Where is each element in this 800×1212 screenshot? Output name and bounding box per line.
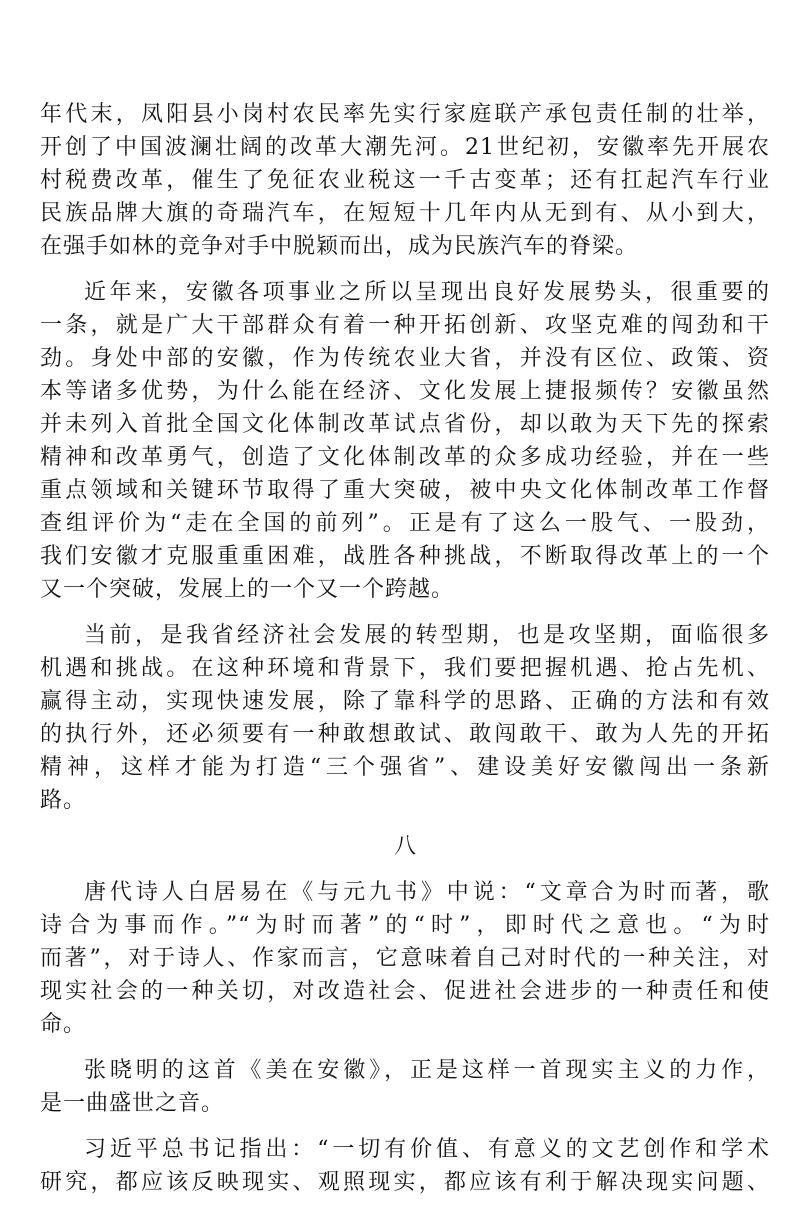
document-page [40, 98, 770, 1212]
text-line: 习近平总书记指出：“一切有价值、有意义的文艺创作和学术 [84, 1137, 770, 1162]
text-line: 民族品牌大旗的奇瑞汽车，在短短十几年内从无到有、从小到大， [40, 201, 770, 226]
text-line: 当前，是我省经济社会发展的转型期，也是攻坚期，面临很多 [84, 623, 770, 648]
text-line: 而著”，对于诗人、作家而言，它意味着自己对时代的一种关注，对 [40, 946, 770, 971]
text-line: 又一个突破，发展上的一个又一个跨越。 [40, 577, 455, 602]
text-line: 在强手如林的竞争对手中脱颖而出，成为民族汽车的脊梁。 [40, 234, 639, 259]
paragraph-3 [40, 619, 770, 817]
text-line: 唐代诗人白居易在《与元九书》中说：“文章合为时而著，歌 [84, 880, 770, 905]
text-line: 机遇和挑战。在这种环境和背景下，我们要把握机遇、抢占先机、 [40, 656, 770, 681]
text-line: 一条，就是广大干部群众有着一种开拓创新、攻坚克难的闯劲和干 [40, 313, 770, 338]
text-line: 村税费改革，催生了免征农业税这一千古变革；还有扛起汽车行业 [40, 168, 770, 193]
text-line: 赢得主动，实现快速发展，除了靠科学的思路、正确的方法和有效 [40, 689, 770, 714]
text-line: 年代末，凤阳县小岗村农民率先实行家庭联产承包责任制的壮举， [40, 102, 770, 127]
paragraph-2 [40, 276, 770, 606]
paragraph-1 [40, 98, 770, 263]
text-line: 精神，这样才能为打造“三个强省”、建设美好安徽闯出一条新 [40, 755, 770, 780]
text-line: 的执行外，还必须要有一种敢想敢试、敢闯敢干、敢为人先的开拓 [40, 722, 770, 747]
text-line: 开创了中国波澜壮阔的改革大潮先河。21世纪初，安徽率先开展农 [40, 135, 770, 160]
text-line: 我们安徽才克服重重困难，战胜各种挑战，不断取得改革上的一个 [40, 544, 770, 569]
text-line: 并未列入首批全国文化体制改革试点省份，却以敢为天下先的探索 [40, 412, 770, 437]
text-line: 现实社会的一种关切，对改造社会、促进社会进步的一种责任和使 [40, 979, 770, 1004]
text-line: 张晓明的这首《美在安徽》，正是这样一首现实主义的力作， [84, 1058, 770, 1083]
text-line: 本等诸多优势，为什么能在经济、文化发展上捷报频传？安徽虽然 [40, 379, 770, 404]
text-line: 诗合为事而作。”“为时而著”的“时”，即时代之意也。“为时 [40, 913, 770, 938]
text-line: 重点领域和关键环节取得了重大突破，被中央文化体制改革工作督 [40, 478, 770, 503]
text-line: 研究，都应该反映现实、观照现实，都应该有利于解决现实问题、 [40, 1170, 770, 1195]
paragraph-4 [40, 876, 770, 1041]
text-line: 劲。身处中部的安徽，作为传统农业大省，并没有区位、政策、资 [40, 346, 770, 371]
section-heading: 八 [393, 834, 416, 859]
text-line: 路。 [40, 788, 87, 813]
paragraph-6 [40, 1133, 770, 1199]
text-line: 近年来，安徽各项事业之所以呈现出良好发展势头，很重要的 [84, 280, 770, 305]
text-line: 是一曲盛世之音。 [40, 1091, 225, 1116]
text-line: 命。 [40, 1012, 87, 1037]
text-line: 查组评价为“走在全国的前列”。正是有了这么一股气、一股劲， [40, 511, 770, 536]
text-line: 精神和改革勇气，创造了文化体制改革的众多成功经验，并在一些 [40, 445, 770, 470]
paragraph-5 [40, 1054, 770, 1120]
